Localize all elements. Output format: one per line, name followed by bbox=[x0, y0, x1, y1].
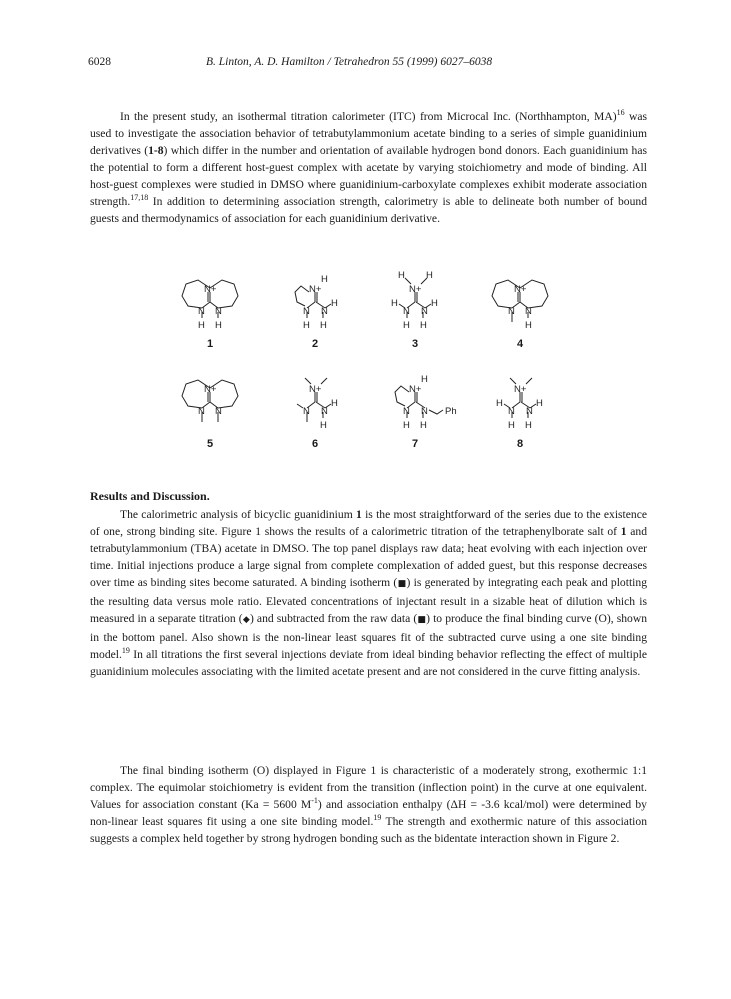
svg-text:N: N bbox=[526, 406, 533, 417]
svg-text:H: H bbox=[320, 320, 327, 331]
citation-19: 19 bbox=[121, 646, 130, 656]
svg-text:N: N bbox=[421, 406, 428, 417]
svg-text:H: H bbox=[403, 420, 410, 431]
svg-text:H: H bbox=[198, 320, 205, 331]
svg-text:H: H bbox=[508, 420, 515, 431]
compound-6-structure bbox=[265, 370, 365, 448]
compound-label-8: 8 bbox=[516, 438, 524, 450]
intro-text-c: ) which differ in the number and orientation of available hydrogen bond donors. Each guanidinium has the potential to form a different host-guest complex with acetate by varying stoichiometry and mode of binding. All host-guest complexes were studied in DMSO where guanidinium-carboxylate complexes exhibit moderate association strength. bbox=[90, 144, 647, 209]
compound-label-7: 7 bbox=[411, 438, 419, 450]
svg-text:N: N bbox=[321, 306, 328, 317]
compound-label-6: 6 bbox=[311, 438, 319, 450]
compound-label-4: 4 bbox=[516, 338, 524, 350]
svg-text:N: N bbox=[403, 406, 410, 417]
svg-text:N+: N+ bbox=[409, 284, 422, 295]
compound-2-structure bbox=[265, 270, 365, 348]
svg-text:N: N bbox=[215, 406, 222, 417]
svg-text:N: N bbox=[525, 306, 532, 317]
intro-text-a: In the present study, an isothermal titration calorimeter (ITC) from Microcal Inc. (Northhampton, MA) bbox=[120, 110, 617, 123]
compound-label-1: 1 bbox=[206, 338, 214, 350]
svg-text:N: N bbox=[303, 406, 310, 417]
svg-text:N: N bbox=[508, 306, 515, 317]
svg-text:H: H bbox=[420, 420, 427, 431]
open-circle-symbol: O bbox=[598, 612, 607, 626]
compound-8-structure bbox=[470, 370, 570, 448]
svg-text:N: N bbox=[198, 306, 205, 317]
svg-text:H: H bbox=[525, 320, 532, 331]
svg-text:N: N bbox=[403, 306, 410, 317]
svg-text:H: H bbox=[321, 274, 328, 285]
intro-text-b: was used to investigate the association behavior of tetrabutylammonium acetate binding to a series of simple guanidinium derivatives ( bbox=[90, 110, 647, 158]
svg-text:H: H bbox=[215, 320, 222, 331]
svg-text:H: H bbox=[420, 320, 427, 331]
svg-text:N: N bbox=[321, 406, 328, 417]
svg-text:N: N bbox=[508, 406, 515, 417]
compound-label-2: 2 bbox=[311, 338, 319, 350]
compound-label-3: 3 bbox=[411, 338, 419, 350]
svg-text:H: H bbox=[536, 398, 543, 409]
svg-text:N+: N+ bbox=[204, 384, 217, 395]
structures-row-1 bbox=[160, 270, 590, 348]
svg-text:H: H bbox=[331, 298, 338, 309]
filled-square-symbol: ■ bbox=[397, 579, 407, 590]
compound-1-structure bbox=[160, 270, 260, 348]
svg-text:Ph: Ph bbox=[445, 406, 457, 417]
svg-text:N+: N+ bbox=[514, 284, 527, 295]
intro-paragraph bbox=[90, 108, 647, 227]
n-plus-label: N+ bbox=[204, 284, 217, 295]
svg-text:N: N bbox=[303, 306, 310, 317]
svg-text:H: H bbox=[320, 420, 327, 431]
compound-label-5: 5 bbox=[206, 438, 214, 450]
citation-17-18: 17,18 bbox=[130, 193, 149, 203]
svg-text:N+: N+ bbox=[309, 384, 322, 395]
filled-diamond-symbol: ◆ bbox=[242, 615, 250, 626]
compound-4-structure bbox=[470, 270, 570, 348]
results-paragraph-2: The final binding isotherm (O) displayed in Figure 1 is characteristic of a moderately strong, exothermic 1:1 complex. The equimolar stoichiometry is evident from the transition (inflection point) in the curve at one equivalent. Values for association constant (Ka = 5600 $M^{-1}$) and association enthalpy (ΔH = -3.6 kcal/mol) were determined by non-linear least squares fit using a one site binding model.$^{19}$ The strength and exothermic nature of this association suggests a complex held together by strong hydrogen bonding such as the bidentate interaction shown in Figure 2. bbox=[90, 764, 647, 846]
svg-text:H: H bbox=[403, 320, 410, 331]
svg-text:H: H bbox=[421, 374, 428, 385]
svg-text:H: H bbox=[431, 298, 438, 309]
results-paragraph-1: The calorimetric analysis of bicyclic guanidinium 1 is the most straightforward of the series due to the existence of one, strong binding site. Figure 1 shows the results of a calorimetric titration of the tetraphenylborate salt of 1 and tetrabutylammonium (TBA) acetate in DMSO. The top panel displays raw data; heat evolving with each injection over time. Initial injections produce a large signal from complete complexation of added guest, but this response decreases over time as binding sites become saturated. A binding isotherm (■) is generated by integrating each peak and plotting the resulting data versus mole ratio. Elevated concentrations of injectant result in a sizable heat of dilution which is measured in a separate titration (◆) and subtracted from the raw data (■) to produce the final binding curve (O), shown in the bottom panel. Also shown is the non-linear least squares fit of the subtracted curve using a one site binding model.$^{19}$ In all titrations the first several injections deviate from ideal binding behavior reflecting the effect of multiple guanidinium molecules associating with the limited acetate present and are not considered in the curve fitting analysis. bbox=[90, 508, 648, 679]
svg-text:H: H bbox=[331, 398, 338, 409]
intro-text-d: In addition to determining association strength, calorimetry is able to delineate both number of bound guests and thermodynamics of association for each guanidinium derivative. bbox=[90, 195, 647, 226]
svg-text:N: N bbox=[215, 306, 222, 317]
structures-row-2 bbox=[160, 370, 590, 448]
page-number: 6028 bbox=[88, 56, 111, 68]
svg-text:H: H bbox=[426, 270, 433, 281]
section-heading: Results and Discussion. bbox=[90, 489, 210, 503]
citation-16: 16 bbox=[616, 108, 625, 117]
svg-text:H: H bbox=[398, 270, 405, 281]
open-circle-symbol: O bbox=[256, 764, 266, 777]
svg-text:N+: N+ bbox=[409, 384, 422, 395]
svg-text:H: H bbox=[496, 398, 503, 409]
svg-text:H: H bbox=[303, 320, 310, 331]
svg-text:N+: N+ bbox=[514, 384, 527, 395]
svg-text:N+: N+ bbox=[309, 284, 322, 295]
compound-range: 1-8 bbox=[148, 144, 164, 158]
superscript-minus-one: -1 bbox=[311, 796, 318, 806]
svg-text:H: H bbox=[525, 420, 532, 431]
filled-square-symbol: ■ bbox=[417, 615, 427, 626]
svg-text:N: N bbox=[421, 306, 428, 317]
svg-text:H: H bbox=[391, 298, 398, 309]
citation-19: 19 bbox=[373, 813, 382, 823]
svg-text:N: N bbox=[198, 406, 205, 417]
compound-3-structure bbox=[365, 270, 465, 348]
compound-5-structure bbox=[160, 370, 260, 448]
compound-7-structure bbox=[365, 370, 465, 448]
running-head: B. Linton, A. D. Hamilton / Tetrahedron 55 (1999) 6027–6038 bbox=[206, 56, 493, 68]
